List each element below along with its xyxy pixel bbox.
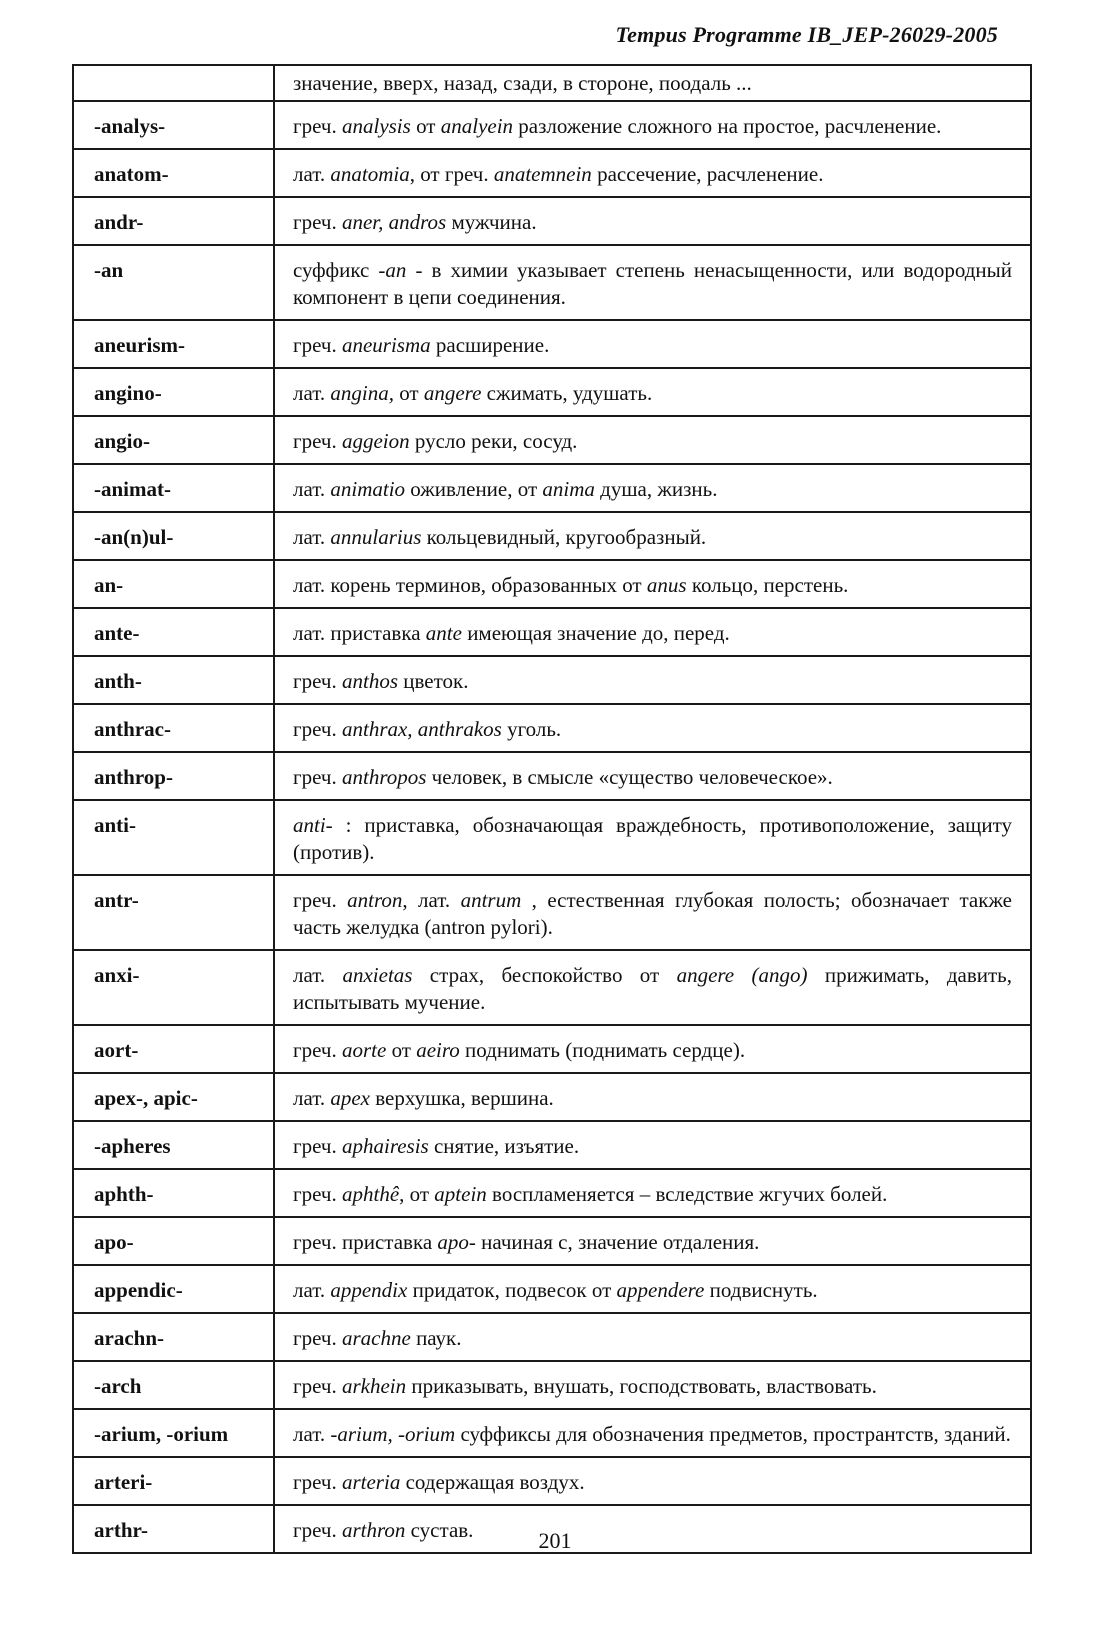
definition-italic-text: appendix (330, 1278, 408, 1302)
term-cell: angio- (73, 416, 274, 464)
term-cell: anatom- (73, 149, 274, 197)
definition-cell (274, 512, 1031, 560)
definition-text: лат. (293, 162, 331, 186)
definition-cell (274, 197, 1031, 245)
definition-text: разложение сложного на простое, расчленение. (513, 114, 942, 138)
table-row (73, 101, 1031, 149)
term-cell: appendic- (73, 1265, 274, 1313)
definition-italic-text: arachne (341, 1326, 411, 1350)
definition-italic-text: anxietas (342, 963, 413, 987)
table-row (73, 704, 1031, 752)
term-cell: -arch (73, 1361, 274, 1409)
definition-italic-text: anima (542, 477, 595, 501)
definition-italic-text: anthropos (341, 765, 427, 789)
term-cell: anthrop- (73, 752, 274, 800)
definition-cell (274, 1025, 1031, 1073)
definition-text: от (410, 114, 441, 138)
definition-text: оживление, от (405, 477, 543, 501)
definition-italic-text: apo- (437, 1230, 476, 1254)
table-row (73, 1121, 1031, 1169)
term-cell: aneurism- (73, 320, 274, 368)
definition-italic-text: anthrax, anthrakos (341, 717, 502, 741)
table-row (73, 1409, 1031, 1457)
definition-cell (274, 1409, 1031, 1457)
definition-text: лат. (293, 963, 343, 987)
term-cell: -an (73, 245, 274, 320)
definition-cell (274, 1457, 1031, 1505)
term-cell: arthr- (73, 1505, 274, 1553)
definition-italic-text: anthos (341, 669, 398, 693)
definition-text: суффиксы для обозначения предметов, пространтств, зданий. (455, 1422, 1011, 1446)
definition-text: кольцо, перстень. (686, 573, 849, 597)
definition-text: греч. приставка (293, 1230, 438, 1254)
definition-cell (274, 1073, 1031, 1121)
definition-cell (274, 752, 1031, 800)
definition-text: лат. (293, 1278, 331, 1302)
definition-text: лат. (293, 1086, 331, 1110)
definition-text: цветок. (398, 669, 469, 693)
definition-text: русло реки, сосуд. (409, 429, 578, 453)
definition-text: , лат. (402, 888, 461, 912)
table-row (73, 512, 1031, 560)
table-row (73, 560, 1031, 608)
definition-cell (274, 245, 1031, 320)
definition-cell (274, 656, 1031, 704)
term-cell: antr- (73, 875, 274, 950)
term-cell: aort- (73, 1025, 274, 1073)
definition-text: снятие, изъятие. (428, 1134, 580, 1158)
term-cell: -apheres (73, 1121, 274, 1169)
term-cell: anti- (73, 800, 274, 875)
table-row (73, 197, 1031, 245)
definition-text: прижимать, давить, испытывать мучение. (293, 963, 1012, 1014)
definition-cell (274, 950, 1031, 1025)
term-cell: -animat- (73, 464, 274, 512)
definition-italic-text: -an (378, 258, 407, 282)
definition-text: лат. (293, 1422, 331, 1446)
definition-italic-text: arteria (341, 1470, 401, 1494)
definition-text: приказывать, внушать, господствовать, властвовать. (406, 1374, 877, 1398)
definition-text: греч. (293, 1038, 342, 1062)
definition-text: поднимать (поднимать сердце). (459, 1038, 746, 1062)
table-row (73, 1217, 1031, 1265)
definition-text: сжимать, удушать. (481, 381, 653, 405)
definition-text: , от (399, 1182, 435, 1206)
definition-cell (274, 1361, 1031, 1409)
term-cell: -arium, -orium (73, 1409, 274, 1457)
definition-cell (274, 368, 1031, 416)
definition-text: суффикс (293, 258, 379, 282)
term-cell: aphth- (73, 1169, 274, 1217)
table-row (73, 752, 1031, 800)
definition-italic-text: analyein (440, 114, 514, 138)
table-row (73, 149, 1031, 197)
running-header: Tempus Programme IB_JEP-26029-2005 (615, 22, 998, 47)
definition-text: , от греч. (409, 162, 494, 186)
table-row (73, 608, 1031, 656)
definition-italic-text: arthron (341, 1518, 406, 1542)
table-row (73, 1025, 1031, 1073)
definition-italic-text: arkhein (341, 1374, 407, 1398)
term-cell: anthrac- (73, 704, 274, 752)
definition-text: подвиснуть. (704, 1278, 818, 1302)
definition-text: душа, жизнь. (594, 477, 718, 501)
table-row (73, 1073, 1031, 1121)
definition-italic-text: angere (ango) (676, 963, 808, 987)
table-row (73, 416, 1031, 464)
definition-text: греч. (293, 210, 342, 234)
term-cell: arteri- (73, 1457, 274, 1505)
term-cell: -analys- (73, 101, 274, 149)
definition-text: - в химии указывает степень ненасыщенности, или водородный компонент в цепи соединения. (293, 258, 1012, 309)
definition-text: придаток, подвесок от (407, 1278, 617, 1302)
term-cell: an- (73, 560, 274, 608)
definition-text: лат. корень терминов, образованных от (293, 573, 647, 597)
definition-text: мужчина. (446, 210, 537, 234)
definition-cell (274, 1121, 1031, 1169)
table-row (73, 950, 1031, 1025)
table-row (73, 320, 1031, 368)
term-cell (73, 65, 274, 101)
definition-text: человек, в смысле «существо человеческое». (426, 765, 833, 789)
table-row (73, 464, 1031, 512)
definition-italic-text: aphairesis (341, 1134, 429, 1158)
definition-italic-text: aorte (341, 1038, 387, 1062)
definition-cell (274, 101, 1031, 149)
definition-italic-text: aptein (434, 1182, 487, 1206)
definition-cell (274, 560, 1031, 608)
definition-italic-text: anatomia (330, 162, 410, 186)
table-row (73, 245, 1031, 320)
definition-italic-text: aneurisma (341, 333, 431, 357)
definition-text: греч. (293, 1374, 342, 1398)
definition-text: греч. (293, 765, 342, 789)
definition-cell (274, 149, 1031, 197)
definition-text: греч. (293, 333, 342, 357)
definition-text: , естественная глубокая полость; обозначает также часть желудка (antron pylori). (293, 888, 1012, 939)
glossary-table (72, 64, 1032, 1554)
definition-cell (274, 800, 1031, 875)
definition-italic-text: aggeion (341, 429, 410, 453)
definition-cell: значение, вверх, назад, сзади, в стороне, поодаль ... (274, 65, 1031, 101)
definition-text: рассечение, расчленение. (591, 162, 824, 186)
definition-text: имеющая значение до, перед. (461, 621, 730, 645)
definition-italic-text: animatio (330, 477, 406, 501)
definition-cell (274, 1169, 1031, 1217)
definition-text: греч. (293, 429, 342, 453)
definition-cell (274, 704, 1031, 752)
definition-cell (274, 875, 1031, 950)
definition-cell (274, 320, 1031, 368)
definition-italic-text: antrum (460, 888, 522, 912)
definition-text: лат. (293, 381, 331, 405)
page-number: 201 (538, 1528, 572, 1553)
definition-italic-text: anatemnein (493, 162, 592, 186)
table-row (73, 800, 1031, 875)
definition-text: паук. (410, 1326, 462, 1350)
term-cell: apo- (73, 1217, 274, 1265)
definition-italic-text: angere (423, 381, 482, 405)
definition-italic-text: anti- (293, 813, 333, 837)
definition-cell (274, 1217, 1031, 1265)
table-row (73, 1313, 1031, 1361)
term-cell: andr- (73, 197, 274, 245)
definition-text: уголь. (501, 717, 562, 741)
definition-text: от (393, 381, 424, 405)
definition-text: расширение. (430, 333, 550, 357)
definition-text: от (386, 1038, 417, 1062)
definition-italic-text: analysis (341, 114, 411, 138)
term-cell: -an(n)ul- (73, 512, 274, 560)
term-cell: angino- (73, 368, 274, 416)
table-row (73, 368, 1031, 416)
definition-cell (274, 1313, 1031, 1361)
definition-italic-text: aphthê (341, 1182, 400, 1206)
term-cell: ante- (73, 608, 274, 656)
term-cell: apex-, apic- (73, 1073, 274, 1121)
definition-cell (274, 464, 1031, 512)
definition-italic-text: annularius (330, 525, 422, 549)
definition-text: греч. (293, 1518, 342, 1542)
definition-text: кольцевидный, кругообразный. (421, 525, 707, 549)
definition-text: греч. (293, 114, 342, 138)
glossary-body (73, 65, 1031, 1553)
definition-italic-text: anus (646, 573, 687, 597)
definition-cell (274, 1265, 1031, 1313)
definition-text: лат. приставка (293, 621, 426, 645)
table-row (73, 656, 1031, 704)
definition-text: греч. (293, 1326, 342, 1350)
definition-cell (274, 416, 1031, 464)
table-row (73, 1361, 1031, 1409)
definition-text: : приставка, обозначающая враждебность, противоположение, защиту (против). (293, 813, 1012, 864)
definition-italic-text: aner, andros (341, 210, 447, 234)
definition-text: воспламеняется – вследствие жгучих болей. (486, 1182, 888, 1206)
definition-text: лат. (293, 525, 331, 549)
definition-italic-text: ante (425, 621, 462, 645)
definition-italic-text: antron (347, 888, 403, 912)
definition-cell (274, 608, 1031, 656)
definition-italic-text: appendere (616, 1278, 705, 1302)
definition-text: лат. (293, 477, 331, 501)
definition-text: греч. (293, 888, 348, 912)
table-row (73, 1265, 1031, 1313)
term-cell: anth- (73, 656, 274, 704)
table-row (73, 1169, 1031, 1217)
definition-text: греч. (293, 1182, 342, 1206)
definition-text: начиная с, значение отдаления. (475, 1230, 760, 1254)
definition-text: греч. (293, 717, 342, 741)
table-row (73, 875, 1031, 950)
definition-text: страх, беспокойство от (412, 963, 677, 987)
table-row-continued (73, 65, 1031, 101)
term-cell: anxi- (73, 950, 274, 1025)
table-row (73, 1457, 1031, 1505)
definition-text: сустав. (405, 1518, 474, 1542)
definition-text: греч. (293, 1134, 342, 1158)
definition-text: верхушка, вершина. (370, 1086, 554, 1110)
definition-text: содержащая воздух. (400, 1470, 585, 1494)
definition-text: греч. (293, 1470, 342, 1494)
definition-italic-text: aeiro (416, 1038, 460, 1062)
definition-italic-text: -arium, -orium (330, 1422, 456, 1446)
definition-text: греч. (293, 669, 342, 693)
term-cell: arachn- (73, 1313, 274, 1361)
definition-italic-text: angina, (330, 381, 394, 405)
definition-italic-text: apex (330, 1086, 371, 1110)
